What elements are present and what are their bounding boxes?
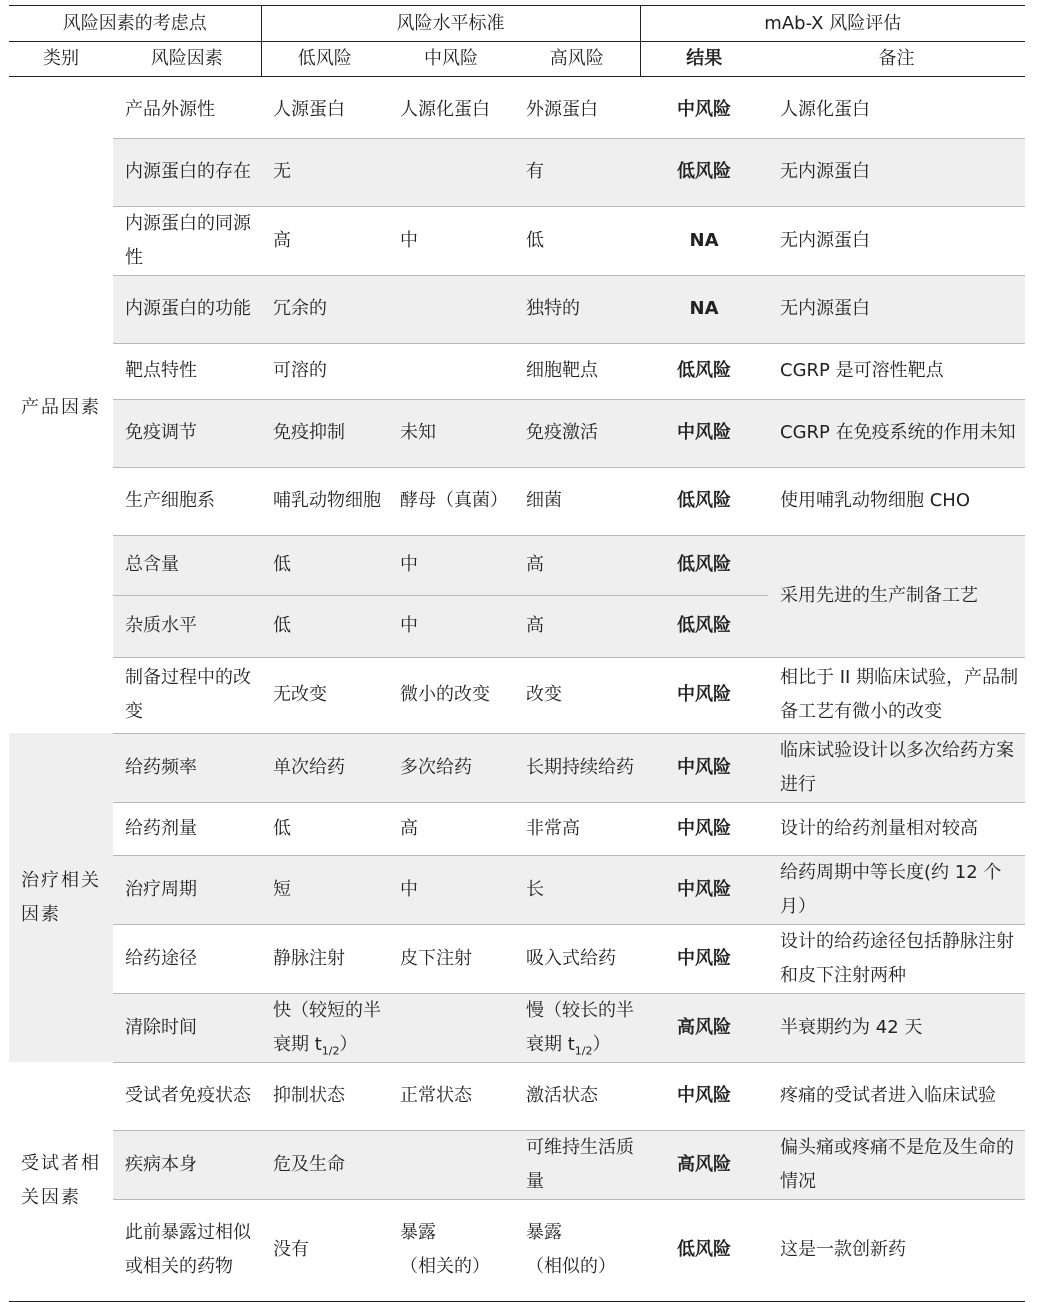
table-row: [9, 399, 1025, 467]
high-risk-cell: 长期持续给药: [514, 733, 640, 802]
mid-risk-cell: 未知: [388, 399, 514, 467]
note-cell: 无内源蛋白: [768, 206, 1025, 275]
low-risk-cell: 静脉注射: [261, 924, 388, 993]
high-risk-cell: 改变: [514, 657, 640, 733]
risk-factor: 制备过程中的改变: [113, 657, 261, 733]
mid-risk-text-detail: （相关的）: [400, 1256, 490, 1277]
result-cell: 中风险: [640, 1062, 768, 1130]
low-risk-cell: 短: [261, 855, 388, 924]
mid-risk-cell: 中: [388, 535, 514, 595]
low-risk-cell: 哺乳动物细胞: [261, 467, 388, 535]
low-risk-cell: 人源蛋白: [261, 82, 388, 138]
low-risk-cell: 低: [261, 802, 388, 855]
low-risk-cell: 单次给药: [261, 733, 388, 802]
category-treatment: 治疗相关因素: [9, 733, 113, 1062]
note-cell: 这是一款创新药: [768, 1199, 1025, 1301]
result-cell: 中风险: [640, 82, 768, 138]
high-risk-cell: [514, 993, 640, 1062]
low-risk-cell: 可溶的: [261, 343, 388, 399]
mid-risk-cell: [388, 138, 514, 206]
note-cell: 相比于 II 期临床试验，产品制备工艺有微小的改变: [768, 657, 1025, 733]
high-risk-cell: 激活状态: [514, 1062, 640, 1130]
high-risk-cell: 独特的: [514, 275, 640, 343]
note-cell: 给药周期中等长度(约 12 个月）: [768, 855, 1025, 924]
risk-factor: 给药剂量: [113, 802, 261, 855]
low-risk-cell: 无改变: [261, 657, 388, 733]
mid-risk-cell: 中: [388, 855, 514, 924]
header-mid-risk: 中风险: [388, 42, 514, 77]
high-risk-text: 慢（较长的半衰期 t: [526, 999, 634, 1055]
note-cell: 设计的给药剂量相对较高: [768, 802, 1025, 855]
risk-factor: 内源蛋白的存在: [113, 138, 261, 206]
table-row: [9, 82, 1025, 138]
table-row: [9, 924, 1025, 993]
note-cell: 无内源蛋白: [768, 138, 1025, 206]
high-risk-cell: 免疫激活: [514, 399, 640, 467]
table-row: [9, 275, 1025, 343]
result-cell: 低风险: [640, 343, 768, 399]
mid-risk-cell: 多次给药: [388, 733, 514, 802]
note-cell: CGRP 是可溶性靶点: [768, 343, 1025, 399]
result-cell: 低风险: [640, 595, 768, 657]
risk-factor: 产品外源性: [113, 82, 261, 138]
risk-factor: 清除时间: [113, 993, 261, 1062]
result-cell: 低风险: [640, 1199, 768, 1301]
note-cell: 临床试验设计以多次给药方案进行: [768, 733, 1025, 802]
mid-risk-cell: 酵母（真菌）: [388, 467, 514, 535]
header-group-assessment: mAb-X 风险评估: [640, 6, 1025, 42]
header-category: 类别: [9, 42, 113, 77]
high-risk-cell: 长: [514, 855, 640, 924]
note-cell: 半衰期约为 42 天: [768, 993, 1025, 1062]
mid-risk-cell: [388, 275, 514, 343]
risk-factor: 总含量: [113, 535, 261, 595]
table-row: [9, 993, 1025, 1062]
mid-risk-cell: 中: [388, 595, 514, 657]
mid-risk-cell: 皮下注射: [388, 924, 514, 993]
table-row: [9, 467, 1025, 535]
result-cell: 低风险: [640, 467, 768, 535]
mid-risk-cell: 正常状态: [388, 1062, 514, 1130]
high-risk-cell: [514, 1199, 640, 1301]
high-risk-text-detail: （相似的）: [526, 1256, 616, 1277]
header-group-considerations: 风险因素的考虑点: [9, 6, 261, 42]
table-row: [9, 1199, 1025, 1301]
table-row: [9, 657, 1025, 733]
result-cell: 高风险: [640, 993, 768, 1062]
risk-factor: 杂质水平: [113, 595, 261, 657]
low-risk-cell: 抑制状态: [261, 1062, 388, 1130]
low-risk-cell: 免疫抑制: [261, 399, 388, 467]
note-cell: 无内源蛋白: [768, 275, 1025, 343]
result-cell: NA: [640, 275, 768, 343]
mid-risk-cell: [388, 1130, 514, 1199]
risk-factor: 给药途径: [113, 924, 261, 993]
table-row: [9, 206, 1025, 275]
mid-risk-cell: [388, 1199, 514, 1301]
mid-risk-cell: 高: [388, 802, 514, 855]
note-cell: 设计的给药途径包括静脉注射和皮下注射两种: [768, 924, 1025, 993]
low-risk-cell: 低: [261, 535, 388, 595]
result-cell: 中风险: [640, 802, 768, 855]
low-risk-cell: 低: [261, 595, 388, 657]
low-risk-text: 快（较短的半衰期 t: [273, 999, 381, 1055]
high-risk-text-end: ）: [592, 1033, 611, 1055]
note-cell: 使用哺乳动物细胞 CHO: [768, 467, 1025, 535]
risk-factor: 内源蛋白的同源性: [113, 206, 261, 275]
mid-risk-cell: [388, 343, 514, 399]
note-cell: 疼痛的受试者进入临床试验: [768, 1062, 1025, 1130]
low-risk-cell: [261, 993, 388, 1062]
header-note: 备注: [768, 42, 1025, 77]
result-cell: 中风险: [640, 924, 768, 993]
table-row: [9, 802, 1025, 855]
half-life-subscript: 1/2: [574, 1044, 593, 1058]
table-row: [9, 343, 1025, 399]
note-cell: CGRP 在免疫系统的作用未知: [768, 399, 1025, 467]
category-product: 产品因素: [21, 396, 101, 418]
risk-factor: 此前暴露过相似或相关的药物: [113, 1199, 261, 1301]
high-risk-text: 暴露: [526, 1222, 562, 1243]
high-risk-cell: 低: [514, 206, 640, 275]
low-risk-cell: 高: [261, 206, 388, 275]
risk-factor: 疾病本身: [113, 1130, 261, 1199]
risk-factor: 免疫调节: [113, 399, 261, 467]
note-cell: 人源化蛋白: [768, 82, 1025, 138]
low-risk-cell: 没有: [261, 1199, 388, 1301]
table-row: [9, 1130, 1025, 1199]
high-risk-cell: 高: [514, 535, 640, 595]
risk-factor: 给药频率: [113, 733, 261, 802]
header-high-risk: 高风险: [514, 42, 640, 77]
header-low-risk: 低风险: [261, 42, 388, 77]
mid-risk-text: 暴露: [400, 1222, 436, 1243]
table-row: [9, 138, 1025, 206]
header-result: 结果: [640, 42, 768, 77]
low-risk-cell: 危及生命: [261, 1130, 388, 1199]
half-life-subscript: 1/2: [321, 1044, 340, 1058]
result-cell: 低风险: [640, 535, 768, 595]
table-row: [9, 1062, 1025, 1130]
mid-risk-cell: 人源化蛋白: [388, 82, 514, 138]
risk-factor: 生产细胞系: [113, 467, 261, 535]
high-risk-cell: 细菌: [514, 467, 640, 535]
category-subject: 受试者相关因素: [9, 1062, 113, 1301]
note-cell: 采用先进的生产制备工艺: [768, 535, 1025, 657]
risk-factor: 受试者免疫状态: [113, 1062, 261, 1130]
result-cell: 低风险: [640, 138, 768, 206]
mid-risk-cell: [388, 993, 514, 1062]
result-cell: 中风险: [640, 733, 768, 802]
low-risk-cell: 无: [261, 138, 388, 206]
result-cell: 高风险: [640, 1130, 768, 1199]
low-risk-cell: 冗余的: [261, 275, 388, 343]
result-cell: 中风险: [640, 855, 768, 924]
high-risk-cell: 细胞靶点: [514, 343, 640, 399]
note-cell: 偏头痛或疼痛不是危及生命的情况: [768, 1130, 1025, 1199]
table-row: [9, 535, 1025, 595]
risk-factor: 内源蛋白的功能: [113, 275, 261, 343]
mid-risk-cell: 微小的改变: [388, 657, 514, 733]
table-row: [9, 733, 1025, 802]
high-risk-cell: 高: [514, 595, 640, 657]
table-row: [9, 855, 1025, 924]
result-cell: 中风险: [640, 399, 768, 467]
low-risk-text-end: ）: [339, 1033, 358, 1055]
result-cell: 中风险: [640, 657, 768, 733]
high-risk-cell: 外源蛋白: [514, 82, 640, 138]
high-risk-cell: 非常高: [514, 802, 640, 855]
result-cell: NA: [640, 206, 768, 275]
header-factor: 风险因素: [113, 42, 261, 77]
risk-assessment-table: [9, 5, 1025, 1302]
risk-factor: 靶点特性: [113, 343, 261, 399]
high-risk-cell: 可维持生活质量: [514, 1130, 640, 1199]
high-risk-cell: 有: [514, 138, 640, 206]
header-group-risk-criteria: 风险水平标准: [261, 6, 640, 42]
high-risk-cell: 吸入式给药: [514, 924, 640, 993]
mid-risk-cell: 中: [388, 206, 514, 275]
risk-factor: 治疗周期: [113, 855, 261, 924]
